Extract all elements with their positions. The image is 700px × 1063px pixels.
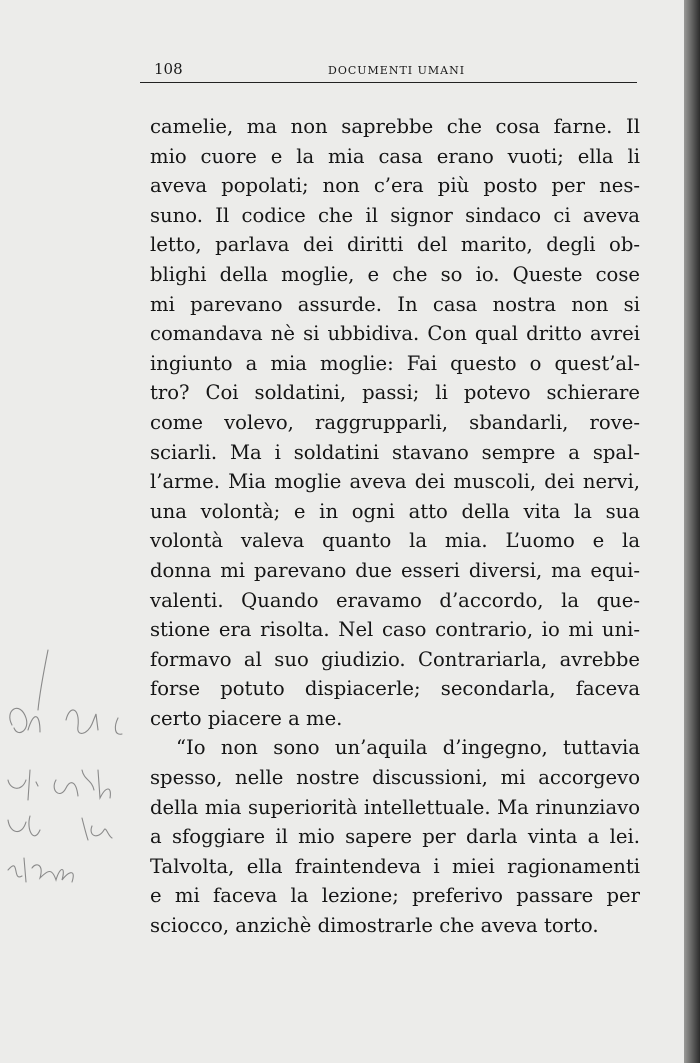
text-line: della mia superiorità intellettuale. Ma rinunziavo [150,795,640,819]
text-line: “Io non sono un’aquila d’ingegno, tuttavia [176,736,640,760]
text-line: a sfoggiare il mio sapere per darla vinta a lei. [150,825,640,849]
text-line: donna mi parevano due esseri diversi, ma equi- [150,558,640,582]
text-line: come volevo, raggrupparli, sbandarli, rove- [150,410,640,434]
text-line: sciocco, anzichè dimostrarle che aveva torto. [150,914,599,938]
text-line: una volontà; e in ogni atto della vita la sua [150,499,640,523]
pencil-scribble-icon [0,630,150,910]
text-line: tro? Coi soldatini, passi; li potevo schierare [150,381,640,405]
text-line: e mi faceva la lezione; preferivo passare per [150,884,640,908]
body-text [150,112,640,941]
text-line: camelie, ma non saprebbe che cosa farne. Il [150,115,640,138]
text-line: sciarli. Ma i soldatini stavano sempre a spal- [150,440,640,464]
text-line: aveva popolati; non c’era più posto per nes- [150,174,640,198]
text-line: blighi della moglie, e che so io. Queste cose [150,262,640,286]
text-line: mio cuore e la mia casa erano vuoti; ella li [150,144,640,168]
handwritten-margin-note [0,630,150,910]
text-line: stione era risolta. Nel caso contrario, io mi uni- [150,618,640,642]
text-line: comandava nè si ubbidiva. Con qual dritto avrei [150,322,640,346]
running-title: DOCUMENTI UMANI [328,64,466,77]
running-head [140,56,637,83]
page-edge-shadow [684,0,700,1063]
text-line: suno. Il codice che il signor sindaco ci aveva [150,203,640,227]
text-line: forse potuto dispiacerle; secondarla, faceva [150,677,640,701]
text-line: spesso, nelle nostre discussioni, mi accorgevo [150,766,640,790]
text-line: ingiunto a mia moglie: Fai questo o quest’al- [150,351,640,375]
text-line: volontà valeva quanto la mia. L’uomo e la [150,529,640,553]
text-line: l’arme. Mia moglie aveva dei muscoli, dei nervi, [150,470,640,494]
text-line: valenti. Quando eravamo d’accordo, la que- [150,588,640,612]
text-line: Talvolta, ella fraintendeva i miei ragionamenti [150,854,640,878]
text-line: mi parevano assurde. In casa nostra non si [150,292,640,316]
text-line: letto, parlava dei diritti del marito, degli ob- [150,233,640,257]
text-line: formavo al suo giudizio. Contrariarla, avrebbe [150,647,640,671]
text-line: certo piacere a me. [150,706,343,730]
page-number: 108 [154,60,183,78]
